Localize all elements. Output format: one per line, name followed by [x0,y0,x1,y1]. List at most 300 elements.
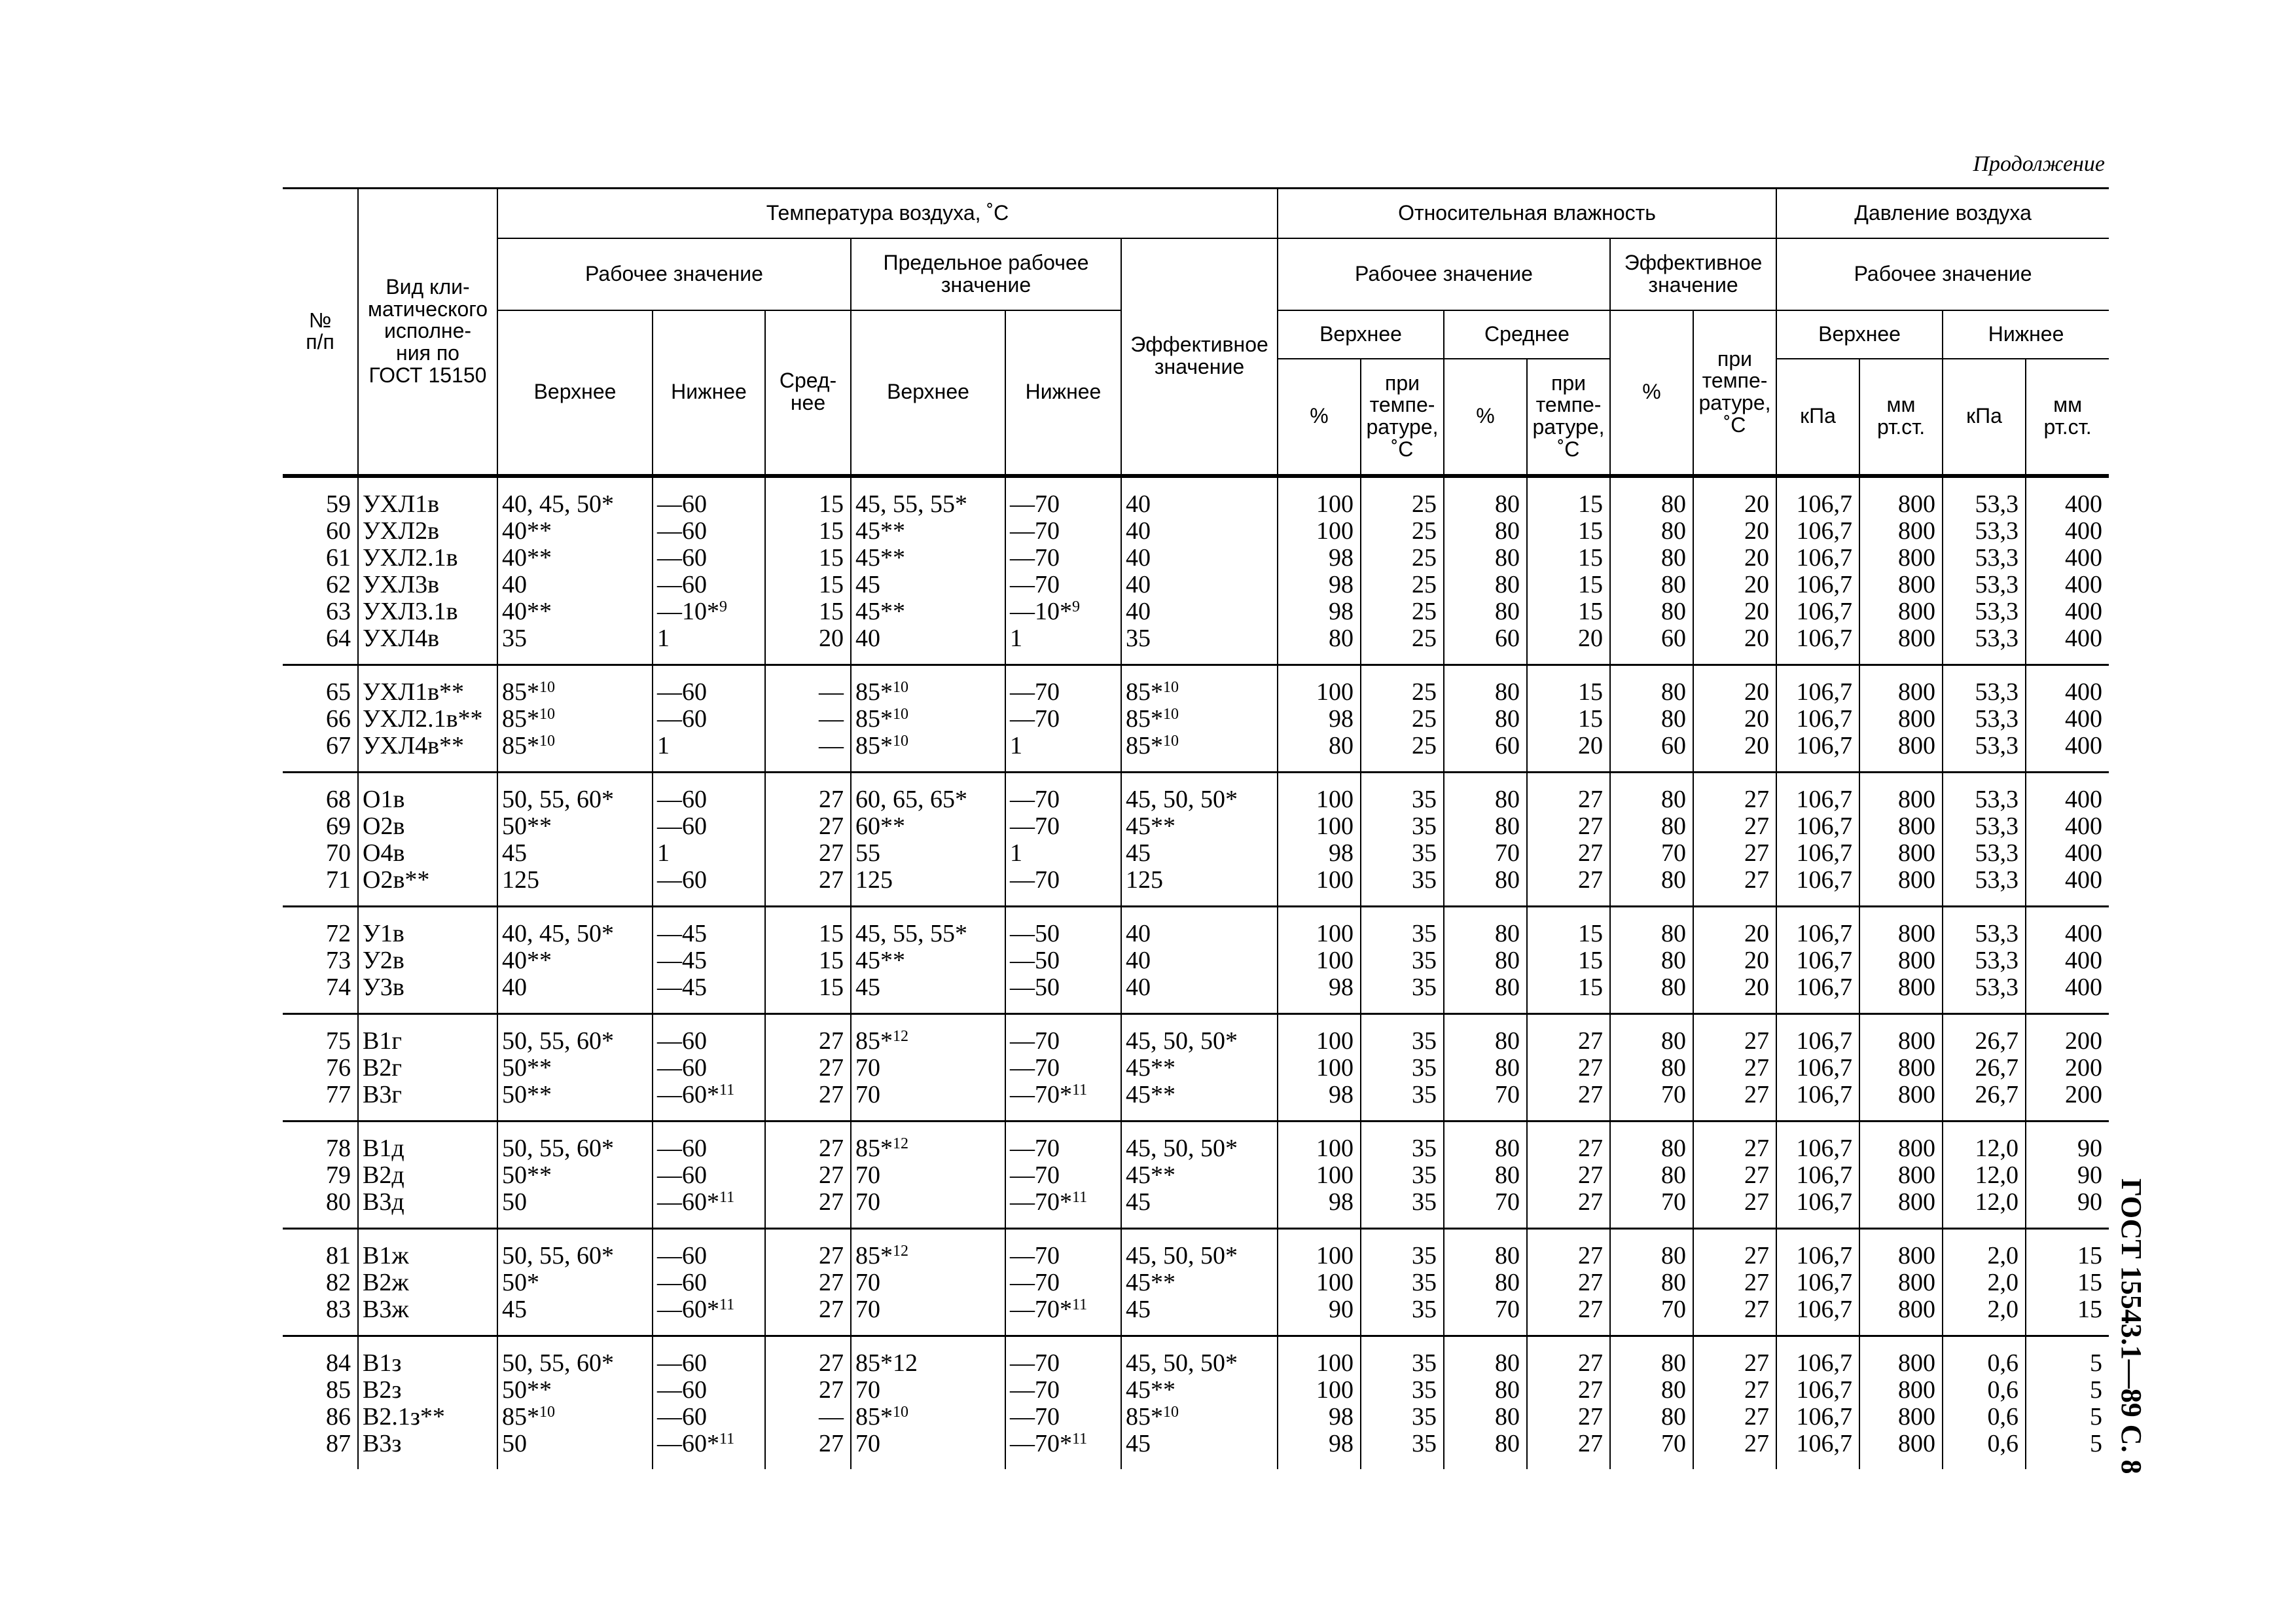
cell-value: 800 [1898,1080,1935,1108]
cell-value: 100 [1316,1268,1354,1296]
cell-value: 40 [502,973,527,1001]
cell-value: 35 [1412,1295,1437,1323]
cell-hum-avg-percent [1444,476,1527,665]
cell-pres-upper-kpa [1776,1228,1859,1336]
cell-value: 45** [1126,1080,1175,1108]
cell-pres-lower-mmhg [2026,1013,2109,1121]
cell-value: 45, 50, 50* [1126,1349,1238,1377]
cell-value: 27 [819,1268,844,1296]
cell-value: 40** [502,543,552,572]
cell-value: 200 [2065,1027,2102,1055]
cell-hum-avg-percent [1444,906,1527,1013]
cell-value: 53,3 [1975,973,2018,1001]
cell-value: 50** [502,1053,552,1082]
cell-value: 98 [1329,973,1354,1001]
cell-value: 72 [326,919,351,947]
cell-limit-lower [1005,476,1121,665]
cell-value: 80 [1661,1134,1686,1162]
cell-value: УХЛ3.1в [363,597,458,625]
cell-value: 60 [1495,731,1520,759]
cell-value: 15 [819,597,844,625]
cell-value: 27 [1578,1080,1603,1108]
cell-temp-effective [1121,1121,1278,1228]
cell-value: —60*$^{11}$ [657,1080,735,1108]
cell-pres-upper-mmhg [1859,772,1943,906]
cell-hum-upper-temp [1361,1013,1444,1121]
cell-value: 80 [1495,1429,1520,1457]
cell-value: 80 [1329,624,1354,652]
cell-value: 125 [855,866,893,894]
cell-value: 27 [1578,866,1603,894]
cell-value: 40 [502,570,527,598]
header-upper-percent: % [1278,359,1361,474]
cell-value: 70 [855,1053,880,1082]
cell-value: 85*$^{12}$ [855,1241,908,1269]
cell-value: 35 [1412,1134,1437,1162]
cell-value: 80 [1661,1376,1686,1404]
cell-value: —60 [657,1376,707,1404]
cell-value: 400 [2065,678,2102,706]
cell-value: 80 [1495,785,1520,813]
cell-pres-upper-mmhg [1859,476,1943,665]
cell-value: 80 [1495,946,1520,974]
cell-value: 71 [326,866,351,894]
table-row-group [283,1121,2109,1228]
cell-value: 50** [502,1376,552,1404]
cell-value: 106,7 [1796,785,1852,813]
cell-value: 83 [326,1295,351,1323]
cell-hum-eff-percent [1610,476,1693,665]
cell-value: 70 [1661,1188,1686,1216]
cell-value: 45** [1126,1268,1175,1296]
cell-value: 400 [2065,731,2102,759]
cell-kind [358,772,497,906]
cell-value: 75 [326,1027,351,1055]
cell-kind [358,476,497,665]
cell-value: 40** [502,597,552,625]
cell-value: 80 [1661,1402,1686,1431]
header-temp-lower: Нижнее [653,310,765,474]
cell-value: 53,3 [1975,517,2018,545]
cell-value: 800 [1898,1134,1935,1162]
cell-hum-avg-temp [1527,665,1610,772]
cell-value: 45** [1126,1161,1175,1189]
cell-temp-lower [653,906,765,1013]
cell-value: 80 [1661,597,1686,625]
cell-value: 80 [1661,919,1686,947]
cell-limit-lower [1005,906,1121,1013]
cell-value: 35 [1412,973,1437,1001]
cell-value: 45, 55, 55* [855,490,967,518]
cell-value: 70 [1495,839,1520,867]
cell-value: —60 [657,866,707,894]
cell-limit-upper [851,1228,1005,1336]
cell-value: —60 [657,1349,707,1377]
cell-value: —70 [1010,678,1060,706]
cell-value: 106,7 [1796,1080,1852,1108]
cell-value: 80 [1661,678,1686,706]
cell-value: 27 [1744,1027,1769,1055]
cell-value: 70 [855,1161,880,1189]
cell-value: —60 [657,517,707,545]
cell-value: 800 [1898,866,1935,894]
table-row-group [283,1336,2109,1469]
cell-value: 98 [1329,1429,1354,1457]
header-upper-at-temp: при темпе- ратуре, ˚С [1361,359,1444,474]
cell-value: 100 [1316,1053,1354,1082]
cell-value: 85*$^{12}$ [855,1134,908,1162]
cell-value: 106,7 [1796,812,1852,840]
cell-value: 45 [855,973,880,1001]
cell-pres-lower-kpa [1943,665,2026,772]
cell-value: 20 [1578,624,1603,652]
cell-value: 27 [1578,1402,1603,1431]
cell-hum-eff-temp [1693,1336,1776,1469]
cell-value: 800 [1898,1053,1935,1082]
cell-value: 80 [1661,1053,1686,1082]
cell-hum-upper-temp [1361,665,1444,772]
cell-value: 85*$^{10}$ [502,1402,555,1431]
cell-value: —60 [657,1161,707,1189]
cell-value: 35 [502,624,527,652]
cell-value: 70 [855,1295,880,1323]
cell-value: 20 [1744,731,1769,759]
header-lower-kpa: кПа [1943,359,2026,474]
cell-value: УХЛ2.1в** [363,704,483,733]
cell-hum-upper-percent [1278,665,1361,772]
cell-value: В3ж [363,1295,409,1323]
cell-value: 76 [326,1053,351,1082]
cell-value: 20 [1578,731,1603,759]
cell-temp-avg [765,1121,851,1228]
cell-limit-lower [1005,1121,1121,1228]
cell-value: 40 [1126,517,1151,545]
cell-value: 45 [1126,1295,1151,1323]
cell-value: 80 [1495,1027,1520,1055]
cell-value: 800 [1898,812,1935,840]
cell-value: 5 [2090,1349,2102,1377]
table-row-group [283,665,2109,772]
cell-value: УХЛ4в** [363,731,465,759]
cell-value: 27 [819,1161,844,1189]
cell-value: 80 [1495,517,1520,545]
cell-value: 12,0 [1975,1188,2018,1216]
cell-hum-avg-percent [1444,772,1527,906]
cell-value: 800 [1898,1027,1935,1055]
cell-value: 98 [1329,597,1354,625]
cell-temp-avg [765,772,851,906]
cell-value: 85*12 [855,1349,918,1377]
cell-value: 80 [1661,785,1686,813]
cell-value: 27 [819,1376,844,1404]
cell-hum-avg-temp [1527,772,1610,906]
cell-value: 15 [819,570,844,598]
cell-value: 50 [502,1429,527,1457]
cell-value: 20 [1744,543,1769,572]
cell-value: 40 [855,624,880,652]
cell-value: —70 [1010,1161,1060,1189]
cell-value: 53,3 [1975,946,2018,974]
cell-value: 85*$^{10}$ [502,731,555,759]
header-avg-at-temp: при темпе- ратуре, ˚С [1527,359,1610,474]
table-row-group [283,772,2109,906]
cell-value: —60 [657,1402,707,1431]
cell-pres-upper-mmhg [1859,665,1943,772]
cell-value: 35 [1412,1376,1437,1404]
cell-value: 80 [1661,812,1686,840]
cell-value: 800 [1898,1295,1935,1323]
header-limit-lower: Нижнее [1005,310,1121,474]
cell-value: 25 [1412,678,1437,706]
cell-temp-effective [1121,772,1278,906]
cell-kind [358,665,497,772]
cell-value: 80 [1495,597,1520,625]
cell-value: 400 [2065,785,2102,813]
cell-pres-upper-kpa [1776,1336,1859,1469]
cell-value: 70 [1495,1295,1520,1323]
cell-value: 200 [2065,1053,2102,1082]
cell-value: 98 [1329,1402,1354,1431]
cell-value: 106,7 [1796,1376,1852,1404]
cell-value: 1 [1010,731,1022,759]
cell-value: 40** [502,946,552,974]
cell-value: 80 [1661,704,1686,733]
cell-value: 62 [326,570,351,598]
cell-value: 53,3 [1975,866,2018,894]
cell-pres-lower-kpa [1943,772,2026,906]
cell-value: 27 [819,866,844,894]
cell-hum-avg-percent [1444,1228,1527,1336]
cell-value: 70 [855,1429,880,1457]
cell-temp-upper [497,1121,653,1228]
cell-value: 45 [1126,839,1151,867]
cell-no [283,1121,358,1228]
cell-value: 27 [1744,839,1769,867]
cell-temp-lower [653,1121,765,1228]
cell-value: 63 [326,597,351,625]
cell-value: —10*$^9$ [657,597,727,625]
cell-pres-upper-mmhg [1859,906,1943,1013]
cell-value: 45 [1126,1188,1151,1216]
cell-temp-effective [1121,1228,1278,1336]
cell-value: 0,6 [1987,1429,2018,1457]
cell-value: 800 [1898,839,1935,867]
cell-value: 70 [326,839,351,867]
cell-value: 80 [1661,517,1686,545]
cell-value: 27 [1578,1376,1603,1404]
cell-value: 12,0 [1975,1161,2018,1189]
cell-value: 400 [2065,839,2102,867]
cell-value: 70 [1661,1080,1686,1108]
cell-value: 400 [2065,597,2102,625]
cell-value: — [819,704,844,733]
cell-value: 20 [1744,624,1769,652]
cell-value: 106,7 [1796,570,1852,598]
cell-value: В1г [363,1027,402,1055]
cell-value: 25 [1412,624,1437,652]
cell-value: 80 [1495,1376,1520,1404]
cell-no [283,906,358,1013]
table-row-group [283,1228,2109,1336]
cell-value: 27 [1744,866,1769,894]
cell-value: 800 [1898,1161,1935,1189]
cell-value: 35 [1412,919,1437,947]
cell-value: 40 [1126,919,1151,947]
cell-value: 50** [502,1080,552,1108]
cell-value: 77 [326,1080,351,1108]
cell-value: 45, 55, 55* [855,919,967,947]
cell-value: 27 [1578,1268,1603,1296]
header-limit-upper: Верхнее [851,310,1005,474]
header-hum-effective: Эффективное значение [1610,238,1776,310]
header-eff-at-temp: при темпе- ратуре, ˚С [1693,310,1776,474]
cell-no [283,772,358,906]
cell-value: —60*$^{11}$ [657,1429,735,1457]
header-pressure: Давление воздуха [1776,189,2109,238]
cell-value: —70 [1010,812,1060,840]
cell-kind [358,906,497,1013]
cell-value: 98 [1329,839,1354,867]
cell-temp-upper [497,772,653,906]
cell-value: 40 [1126,597,1151,625]
cell-limit-lower [1005,665,1121,772]
cell-temp-effective [1121,665,1278,772]
cell-value: 106,7 [1796,1188,1852,1216]
cell-temp-effective [1121,906,1278,1013]
cell-temp-avg [765,665,851,772]
cell-value: 106,7 [1796,839,1852,867]
cell-value: 25 [1412,597,1437,625]
cell-hum-eff-percent [1610,906,1693,1013]
cell-limit-lower [1005,1228,1121,1336]
cell-pres-upper-kpa [1776,476,1859,665]
cell-value: 80 [1661,973,1686,1001]
cell-value: — [819,731,844,759]
cell-hum-upper-percent [1278,772,1361,906]
cell-value: 800 [1898,1241,1935,1269]
cell-pres-upper-kpa [1776,772,1859,906]
cell-value: 100 [1316,678,1354,706]
cell-value: 100 [1316,1241,1354,1269]
cell-value: 80 [1495,678,1520,706]
cell-hum-avg-temp [1527,906,1610,1013]
cell-value: 80 [1495,1241,1520,1269]
cell-value: 5 [2090,1402,2102,1431]
cell-value: —70 [1010,1349,1060,1377]
header-pres-upper: Верхнее [1776,310,1943,359]
cell-value: 27 [819,1429,844,1457]
cell-value: 45, 50, 50* [1126,785,1238,813]
cell-value: 50** [502,812,552,840]
cell-value: 800 [1898,704,1935,733]
cell-temp-avg [765,1336,851,1469]
cell-value: 25 [1412,570,1437,598]
cell-value: 80 [1495,812,1520,840]
cell-value: 26,7 [1975,1053,2018,1082]
cell-value: У3в [363,973,404,1001]
cell-value: 69 [326,812,351,840]
cell-value: 0,6 [1987,1349,2018,1377]
cell-value: 12,0 [1975,1134,2018,1162]
cell-value: 53,3 [1975,812,2018,840]
cell-value: 200 [2065,1080,2102,1108]
cell-value: 80 [1661,570,1686,598]
cell-hum-upper-percent [1278,476,1361,665]
cell-no [283,1013,358,1121]
cell-value: 82 [326,1268,351,1296]
cell-value: 2,0 [1987,1241,2018,1269]
cell-value: 80 [1661,490,1686,518]
cell-value: 2,0 [1987,1268,2018,1296]
cell-value: 80 [1661,1241,1686,1269]
cell-value: 15 [1578,678,1603,706]
header-pres-work: Рабочее значение [1776,238,2109,310]
cell-hum-upper-percent [1278,1013,1361,1121]
cell-value: В3д [363,1188,404,1216]
table-row-group [283,906,2109,1013]
cell-value: 800 [1898,624,1935,652]
cell-value: —60 [657,785,707,813]
cell-value: 106,7 [1796,1349,1852,1377]
cell-kind [358,1228,497,1336]
cell-value: 85*$^{12}$ [855,1027,908,1055]
cell-value: 80 [1495,919,1520,947]
cell-hum-upper-percent [1278,906,1361,1013]
cell-limit-lower [1005,1336,1121,1469]
cell-value: 45** [855,946,905,974]
cell-value: 27 [819,1188,844,1216]
cell-value: —60 [657,704,707,733]
cell-value: 85*$^{10}$ [855,678,908,706]
cell-value: 40 [1126,490,1151,518]
table-body [283,474,2109,1469]
cell-value: 400 [2065,973,2102,1001]
cell-pres-lower-kpa [1943,1228,2026,1336]
cell-value: 20 [1744,919,1769,947]
cell-value: 0,6 [1987,1376,2018,1404]
cell-temp-lower [653,665,765,772]
cell-value: 40 [1126,946,1151,974]
cell-value: 35 [1412,1241,1437,1269]
cell-value: 53,3 [1975,597,2018,625]
cell-value: 35 [1412,1429,1437,1457]
cell-value: 400 [2065,866,2102,894]
cell-value: 1 [1010,624,1022,652]
cell-value: 100 [1316,812,1354,840]
cell-value: 50, 55, 60* [502,1027,614,1055]
cell-pres-lower-mmhg [2026,476,2109,665]
cell-value: 80 [1495,1349,1520,1377]
cell-value: 0,6 [1987,1402,2018,1431]
cell-value: 800 [1898,1188,1935,1216]
cell-value: —70 [1010,1027,1060,1055]
cell-value: 27 [819,812,844,840]
cell-value: УХЛ2в [363,517,440,545]
cell-value: 800 [1898,1268,1935,1296]
cell-value: В1д [363,1134,404,1162]
cell-value: 27 [1744,1295,1769,1323]
cell-value: 27 [1578,1188,1603,1216]
cell-value: 400 [2065,624,2102,652]
cell-pres-upper-mmhg [1859,1013,1943,1121]
cell-value: 106,7 [1796,1161,1852,1189]
cell-value: —60 [657,570,707,598]
cell-value: 53,3 [1975,570,2018,598]
cell-value: 53,3 [1975,839,2018,867]
cell-value: В2.1з** [363,1402,445,1431]
cell-value: 90 [1329,1295,1354,1323]
cell-value: 400 [2065,812,2102,840]
